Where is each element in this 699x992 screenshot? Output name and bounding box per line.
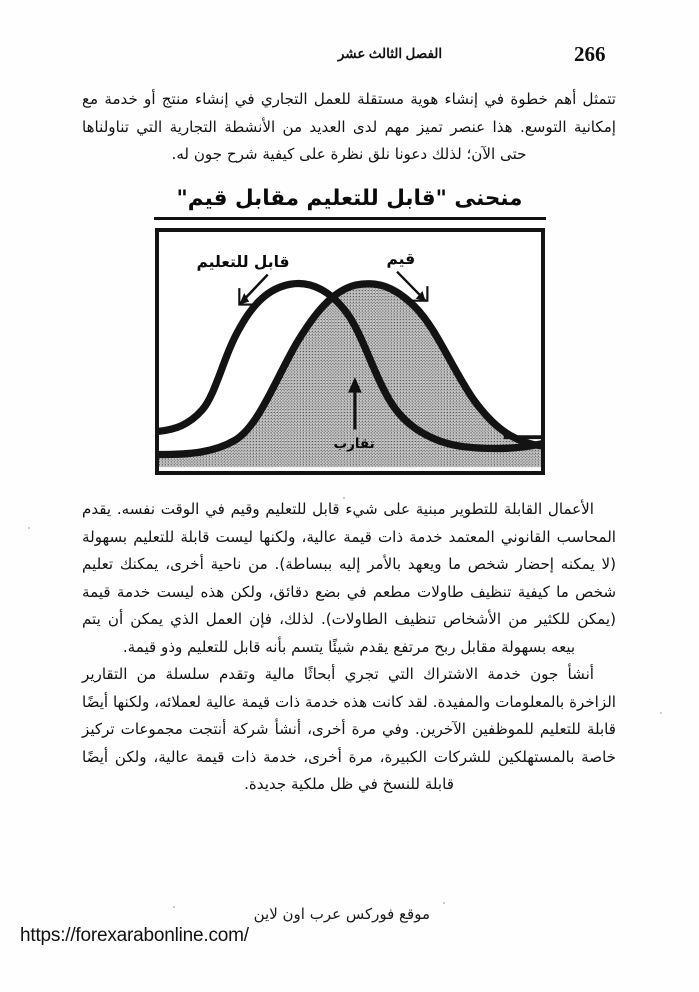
body-text-block: [82, 496, 616, 799]
scan-speck: [28, 527, 30, 529]
footer-watermark: [20, 905, 440, 947]
chapter-header: الفصل الثالث عشر: [337, 46, 443, 61]
scan-speck: [660, 712, 662, 714]
curve-label-convergence: تقارب: [333, 436, 375, 452]
figure-title: منحنى "قابل للتعليم مقابل قيم": [176, 186, 523, 211]
scan-speck: [173, 906, 175, 908]
scan-speck: [343, 497, 345, 499]
curve-label-teachable: قابل للتعليم: [196, 253, 290, 271]
body-paragraph-2: أنشأ جون خدمة الاشتراك التي تجري أبحاثًا مالية وتقدم سلسلة من التقارير الزاخرة بالمعلومات والمفيدة. لقد كانت هذه خدمة ذات قيمة عالية لعملائه، ولكنها أيضًا قابلة للتعليم للموظفين الآخرين. وفي مرة أخرى، أنشأ شركة أنتجت مجموعات تركيز خاصة بالمستهلكين للشركات الكبيرة، مرة أخرى، خدمة ذات قيمة عالية، ولكن أيضًا قابلة للنسخ في ظل ملكية جديدة.: [82, 665, 616, 793]
figure-title-rule: [154, 217, 546, 220]
running-head: [0, 42, 699, 72]
footer-site-name: موقع فوركس عرب اون لاين: [253, 905, 430, 923]
intro-paragraph-block: [82, 86, 616, 169]
intro-paragraph: تتمثل أهم خطوة في إنشاء هوية مستقلة للعمل التجاري في إنشاء منتج أو خدمة مع إمكانية التوسع. هذا عنصر تميز مهم لدى العديد من الأنشطة التجارية التي تناولناها حتى الآن؛ لذلك دعونا نلق نظرة على كيفية شرح جون له.: [82, 90, 616, 163]
footer-url[interactable]: https://forexarabonline.com/: [20, 925, 249, 946]
page-number: 266: [574, 42, 606, 66]
chart-frame: [155, 228, 545, 475]
figure: [0, 186, 699, 475]
body-paragraph-1: الأعمال القابلة للتطوير مبنية على شيء قابل للتعليم وقيم في الوقت نفسه. يقدم المحاسب القانوني المعتمد خدمة ذات قيمة عالية، ولكنها ليست قابلة للتعليم بسهولة (لا يمكنه إحضار شخص ما ويعهد بالأمر إليه ببساطة). من ناحية أخرى، يمكنك تعليم شخص ما كيفية تنظيف طاولات مطعم في بضع دقائق، ولكن هذه ليست خدمة قيمة (يمكن للكثير من الأشخاص تنظيف الطاولات). لذلك، فإن العمل الذي يمكن أن يتم بيعه بسهولة مقابل ربح مرتفع يقدم شيئًا يتسم بأنه قابل للتعليم وذو قيمة.: [82, 500, 616, 656]
curve-label-values: قيم: [386, 250, 416, 268]
scan-speck: [443, 902, 445, 904]
